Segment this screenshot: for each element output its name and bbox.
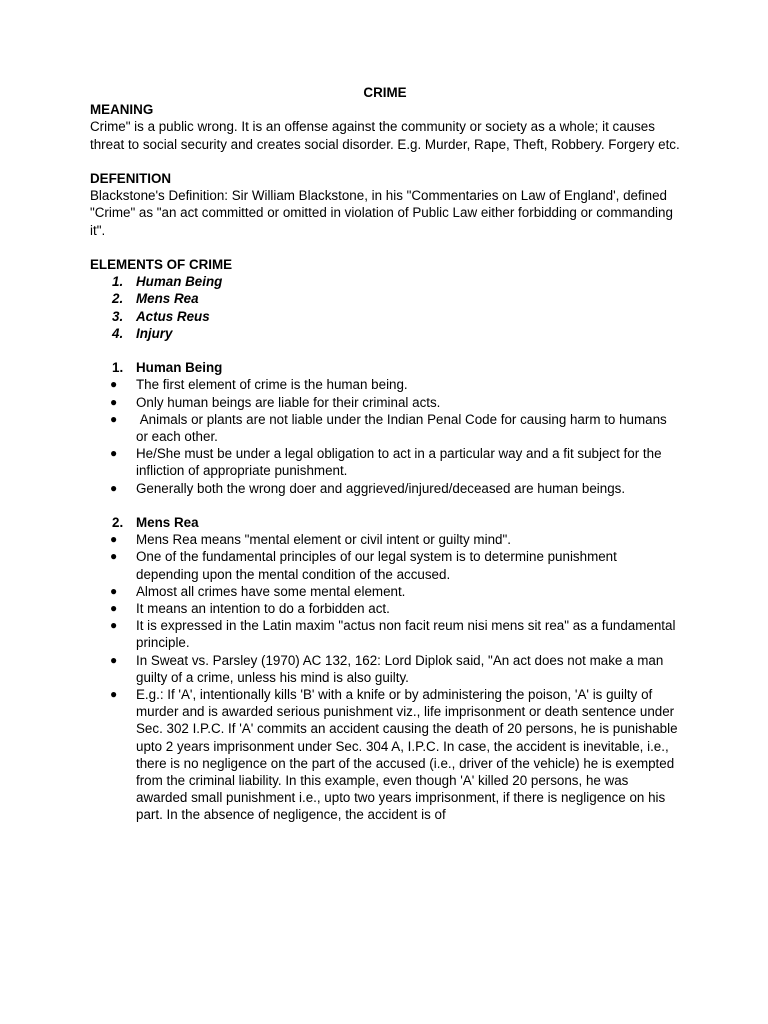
list-item-label: Injury	[136, 325, 173, 341]
bullet-text: It is expressed in the Latin maxim "actus non facit reum nisi mens sit rea" as a fundamental principle.	[136, 618, 676, 651]
list-item-label: Actus Reus	[136, 308, 210, 324]
section-number: 1.	[112, 360, 124, 376]
list-item-label: Human Being	[136, 274, 223, 290]
list-number: 1.	[112, 274, 124, 290]
bullet-icon: ●	[110, 583, 118, 598]
spacer	[90, 497, 680, 514]
list-item	[90, 273, 680, 290]
bullet-text: It means an intention to do a forbidden act.	[136, 601, 390, 617]
bullet-item	[90, 548, 680, 582]
document-title: CRIME	[363, 85, 407, 100]
bullet-item	[90, 445, 680, 479]
bullet-icon: ●	[110, 652, 118, 667]
document-page	[90, 84, 680, 824]
bullet-item	[90, 480, 680, 497]
mens-rea-bullets	[90, 531, 680, 823]
bullet-icon: ●	[110, 446, 118, 461]
bullet-item	[90, 376, 680, 393]
bullet-item	[90, 394, 680, 411]
list-item	[90, 308, 680, 325]
bullet-item	[90, 411, 680, 445]
bullet-text: Animals or plants are not liable under the Indian Penal Code for causing harm to humans or each other.	[136, 411, 671, 445]
spacer	[90, 342, 680, 359]
bullet-text: One of the fundamental principles of our legal system is to determine punishment depending upon the mental condition of the accused.	[136, 549, 617, 582]
meaning-heading: MEANING	[90, 102, 154, 118]
bullet-icon: ●	[110, 687, 118, 702]
list-item-label: Mens Rea	[136, 291, 199, 307]
bullet-icon: ●	[110, 480, 118, 495]
bullet-item	[90, 686, 680, 824]
section-title: Mens Rea	[136, 515, 199, 531]
bullet-text: In Sweat vs. Parsley (1970) AC 132, 162: Lord Diplok said, "An act does not make a man guilty of a crime, unless his mind is also guilty.	[136, 652, 664, 685]
list-number: 3.	[112, 308, 124, 324]
spacer	[90, 153, 680, 170]
bullet-icon: ●	[110, 532, 118, 547]
human-being-bullets	[90, 376, 680, 496]
elements-list	[90, 273, 680, 342]
bullet-text: The first element of crime is the human being.	[136, 377, 408, 393]
bullet-icon: ●	[110, 618, 118, 633]
elements-heading: ELEMENTS OF CRIME	[90, 257, 233, 272]
meaning-text: Crime" is a public wrong. It is an offense against the community or society as a whole; it causes threat to social security and creates social disorder. E.g. Murder, Rape, Theft, Robbery. Forgery etc.	[90, 119, 680, 152]
bullet-icon: ●	[110, 601, 118, 616]
bullet-text: Mens Rea means "mental element or civil intent or guilty mind".	[136, 532, 511, 548]
bullet-icon: ●	[110, 377, 118, 392]
bullet-item	[90, 583, 680, 600]
section-number: 2.	[112, 515, 124, 531]
spacer	[90, 239, 680, 256]
list-number: 4.	[112, 325, 124, 341]
bullet-text: E.g.: If 'A', intentionally kills 'B' with a knife or by administering the poison, 'A' is guilty of murder and is awarded serious punishment viz., life imprisonment or death sentence under Sec. 302 I.P.C. If 'A' commits an accident causing the death of 20 persons, he is punishable upto 2 years imprisonment under Sec. 304 A, I.P.C. In case, the accident is inevitable, i.e., there is no negligence on the part of the accused (i.e., driver of the vehicle) he is exempted from the criminal liability. In this example, even though 'A' killed 20 persons, he was awarded small punishment i.e., upto two years imprisonment, if there is negligence on his part. In the absence of negligence, the accident is of	[136, 687, 678, 823]
bullet-text: Only human beings are liable for their criminal acts.	[136, 394, 441, 410]
list-item	[90, 290, 680, 307]
bullet-item	[90, 600, 680, 617]
bullet-icon: ●	[110, 549, 118, 564]
bullet-icon: ●	[110, 394, 118, 409]
bullet-text: Generally both the wrong doer and aggrieved/injured/deceased are human beings.	[136, 480, 626, 496]
section-title: Human Being	[136, 360, 223, 376]
bullet-item	[90, 617, 680, 651]
list-item	[90, 325, 680, 342]
definition-text: Blackstone's Definition: Sir William Blackstone, in his "Commentaries on Law of England', defined "Crime" as "an act committed or omitted in violation of Public Law either forbidding or commanding it".	[90, 188, 673, 238]
bullet-icon: ●	[110, 411, 118, 426]
human-being-heading	[90, 359, 680, 376]
list-number: 2.	[112, 291, 124, 307]
mens-rea-heading	[90, 514, 680, 531]
definition-heading: DEFENITION	[90, 171, 172, 186]
bullet-text: He/She must be under a legal obligation to act in a particular way and a fit subject for the infliction of appropriate punishment.	[136, 446, 662, 479]
bullet-item	[90, 531, 680, 548]
bullet-item	[90, 652, 680, 686]
bullet-text: Almost all crimes have some mental element.	[136, 583, 406, 599]
